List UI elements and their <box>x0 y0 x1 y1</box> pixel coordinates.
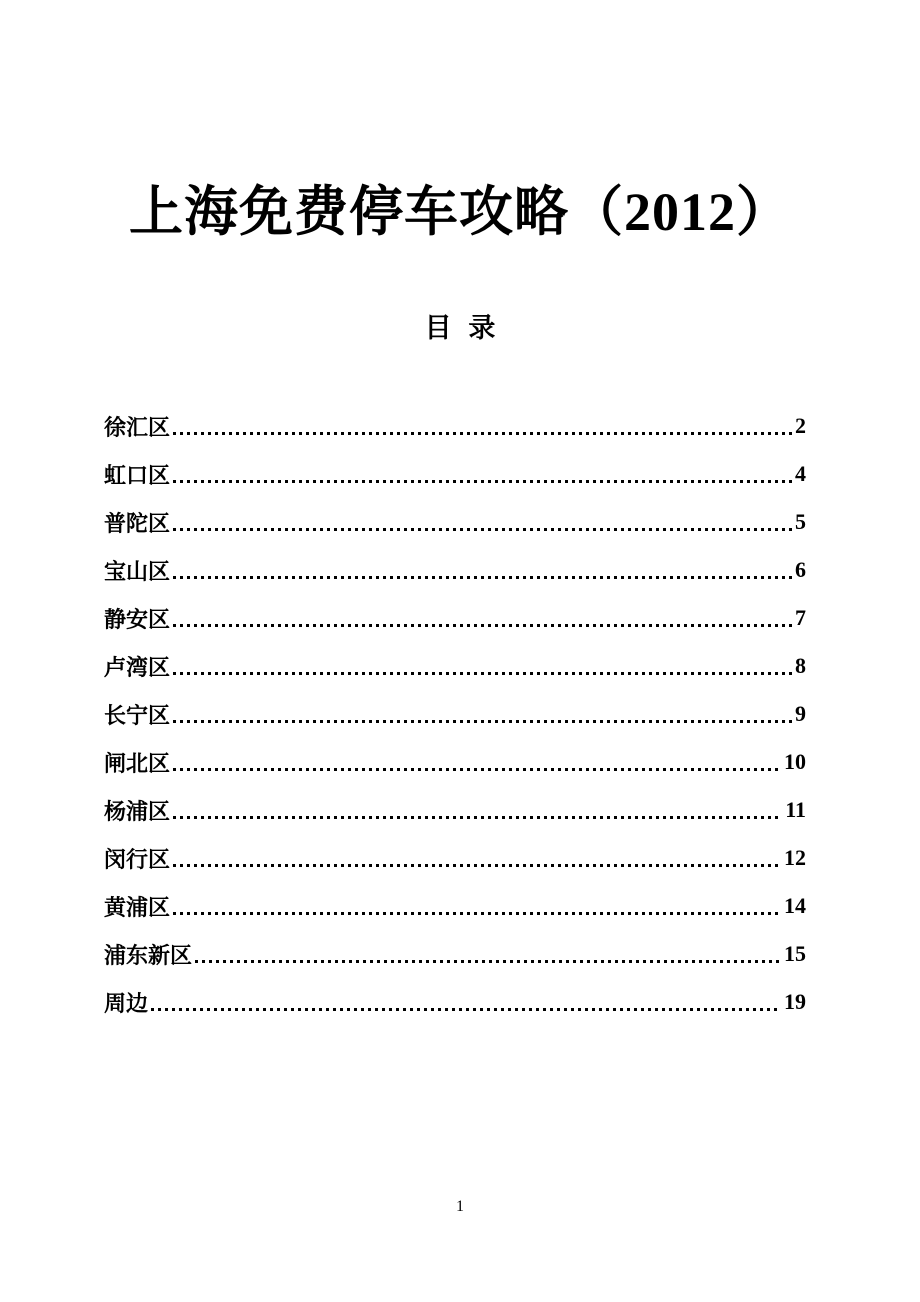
toc-entry-page-number: 10 <box>784 749 806 774</box>
toc-entry-label: 浦东新区 <box>104 942 193 968</box>
toc-entry[interactable] <box>104 786 806 834</box>
toc-entry-page-number: 12 <box>784 845 806 870</box>
toc-leader-dots <box>173 720 792 723</box>
toc-entry-page-number: 2 <box>795 413 806 438</box>
toc-entry[interactable] <box>104 498 806 546</box>
toc-entry-label: 闵行区 <box>104 846 171 872</box>
toc-entry-page-number: 8 <box>795 653 806 678</box>
toc-entry[interactable] <box>104 450 806 498</box>
toc-entry[interactable] <box>104 546 806 594</box>
toc-entry-page-number: 5 <box>795 509 806 534</box>
toc-leader-dots <box>173 768 781 771</box>
toc-entry-label: 黄浦区 <box>104 894 171 920</box>
toc-entry[interactable] <box>104 738 806 786</box>
toc-entry-label: 静安区 <box>104 606 171 632</box>
toc-leader-dots <box>173 912 781 915</box>
toc-list <box>104 402 806 1026</box>
toc-heading: 目 录 <box>424 313 496 343</box>
toc-entry-page-number: 6 <box>795 557 806 582</box>
toc-entry-page-number: 11 <box>785 797 806 822</box>
toc-leader-dots <box>173 432 792 435</box>
toc-entry[interactable] <box>104 402 806 450</box>
toc-entry-page-number: 7 <box>795 605 806 630</box>
toc-entry[interactable] <box>104 834 806 882</box>
footer-page-number: 1 <box>456 1198 464 1215</box>
page-title: 上海免费停车攻略（2012） <box>129 182 791 242</box>
toc-entry-page-number: 14 <box>784 893 806 918</box>
toc-entry[interactable] <box>104 642 806 690</box>
toc-entry-page-number: 15 <box>784 941 806 966</box>
toc-entry-label: 徐汇区 <box>104 414 171 440</box>
toc-entry-label: 虹口区 <box>104 462 171 488</box>
toc-leader-dots <box>173 624 792 627</box>
toc-leader-dots <box>195 960 781 963</box>
toc-leader-dots <box>173 672 792 675</box>
toc-leader-dots <box>173 480 792 483</box>
toc-leader-dots <box>173 816 782 819</box>
toc-entry-label: 闸北区 <box>104 750 171 776</box>
toc-entry-page-number: 4 <box>795 461 806 486</box>
toc-entry[interactable] <box>104 594 806 642</box>
toc-entry-label: 长宁区 <box>104 702 171 728</box>
toc-entry[interactable] <box>104 930 806 978</box>
toc-leader-dots <box>151 1008 781 1011</box>
toc-entry-label: 卢湾区 <box>104 654 171 680</box>
toc-entry-label: 周边 <box>104 990 149 1016</box>
toc-entry-page-number: 19 <box>784 989 806 1014</box>
toc-entry-label: 宝山区 <box>104 558 171 584</box>
toc-entry-label: 普陀区 <box>104 510 171 536</box>
toc-leader-dots <box>173 864 781 867</box>
toc-leader-dots <box>173 576 792 579</box>
toc-entry[interactable] <box>104 690 806 738</box>
toc-leader-dots <box>173 528 792 531</box>
toc-entry-page-number: 9 <box>795 701 806 726</box>
toc-entry-label: 杨浦区 <box>104 798 171 824</box>
toc-entry[interactable] <box>104 882 806 930</box>
toc-entry[interactable] <box>104 978 806 1026</box>
